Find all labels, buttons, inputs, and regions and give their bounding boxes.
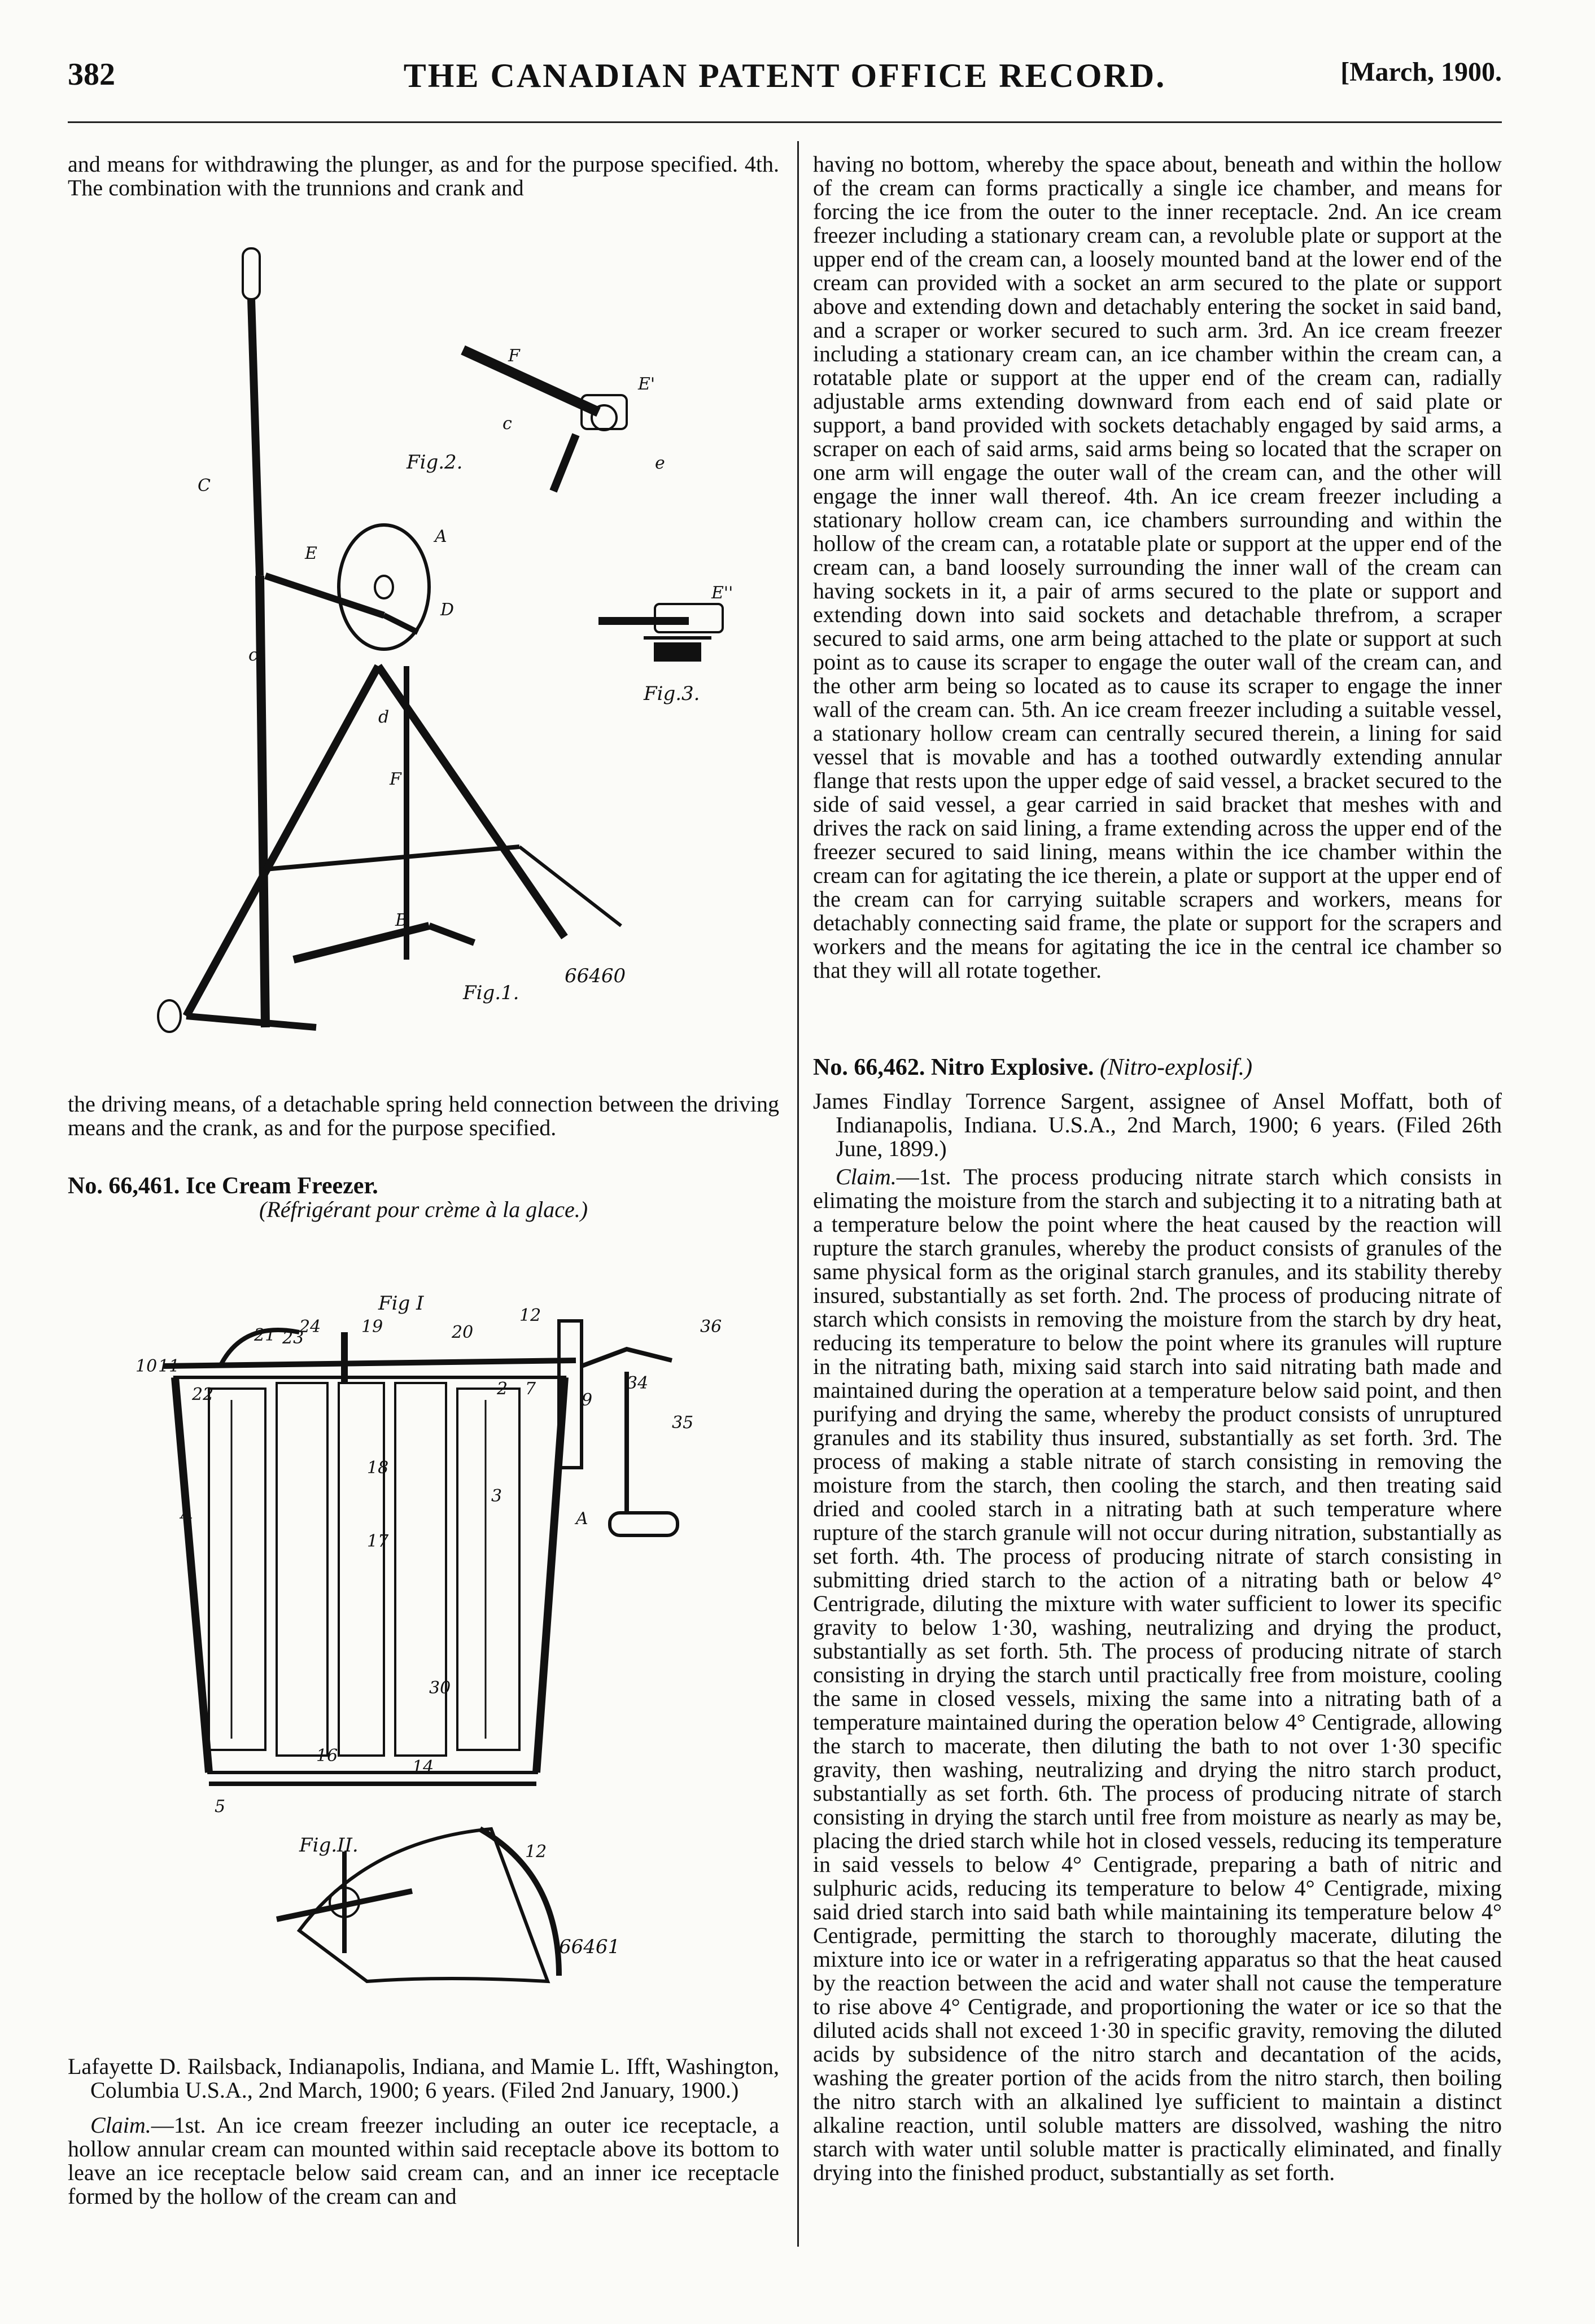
patent-applicants-66462: James Findlay Torrence Sargent, assignee of Ansel Moffatt, both of Indianapolis, Indiana. U.S.A., 2nd March, 1900; 6 years. (Filed 26th June, 1899.) (813, 1088, 1502, 1161)
page-number: 382 (68, 57, 115, 92)
ref-30: 30 (429, 1678, 451, 1698)
patent-66462 (813, 1056, 1502, 2185)
ref-20: 20 (452, 1323, 474, 1342)
ref-24: 24 (299, 1317, 321, 1337)
ref-c: c (502, 414, 512, 434)
ref-D: D (440, 600, 455, 620)
journal-title: THE CANADIAN PATENT OFFICE RECORD. (403, 57, 1166, 94)
ref-7: 7 (525, 1379, 536, 1399)
ref-18: 18 (367, 1458, 389, 1478)
ref-10: 10 (136, 1356, 158, 1376)
patent-66461-heading (68, 1174, 779, 1222)
continued-text-2: the driving means, of a detachable spring held connection between the driving means and the crank, as and for the purpose specified. (68, 1091, 779, 1140)
claim-text: —1st. An ice cream freezer including an outer ice receptacle, a hollow annular cream can mounted within said receptacle above its bottom to leave an ice receptacle below said cream can, and an inner ice receptacle formed by the hollow of the cream can and (68, 2112, 779, 2209)
ref-23: 23 (282, 1328, 304, 1348)
figure-machine-drawing (113, 226, 790, 1050)
ref-E: E (305, 544, 317, 563)
ref-9: 9 (582, 1390, 593, 1410)
patent-claims-66462 (813, 1165, 1502, 2185)
ref-19: 19 (361, 1317, 383, 1337)
ref-fig2-F: F (508, 346, 520, 366)
ref-21: 21 (254, 1325, 276, 1345)
page-header (68, 56, 1502, 102)
patent-heading-66462 (813, 1056, 1502, 1079)
patent-heading (68, 1174, 779, 1198)
ref-d: d (378, 707, 390, 727)
fig1-label: Fig.1. (463, 982, 519, 1004)
claims-text-66462: —1st. The process producing nitrate starch which consists in elimating the moisture from the starch and subjecting it to a nitrating bath at a temperature below the point where the heat caused by the reaction will rupture the starch granules, whereby the product consists of granules of the same physical form as the original starch granules, and its stability thereby insured, substantially as set forth. 2nd. The process of producing nitrate of starch which consists in removing the moisture from the starch by dry heat, reducing its temperature to below the point where its granules will rupture in the nitrating bath, mixing said starch into said nitrating bath made and maintained during the operation at a temperature below said point, and then purifying and drying the same, whereby the product consists of unruptured granules and its stability thus insured, substantially as set forth. 3rd. The process of making a stable nitrate of starch consisting in removing the moisture from the starch, then cooling the starch, and then treating said dried and cooled starch in a nitrating bath at such temperature where rupture of the starch granule will not occur during nitration, substantially as set forth. 4th. The process of producing nitrate of starch consisting in submitting dried starch to the action of a nitrating bath or below 4° Centrigrade, diluting the mixture with water sufficient to lower its specific gravity to below 1·30, washing, neutralizing and drying the product, substantially as set forth. 5th. The process of producing nitrate of starch consisting in drying the starch until practically free from moisture, cooling the same in closed vessels, mixing the same into a nitrating bath of a temperature maintained during the operation below 4° Centigrade, allowing the starch to macerate, then diluting the bath to not over 1·30 specific gravity, then washing, neutralizing and drying the nitro starch product, substantially as set forth. 6th. The process of producing nitrate of starch consisting in drying the starch until free from moisture as nearly as may be, placing the dried starch while hot in closed vessels, reducing its temperature in said vessels to below 4° Centigrade, preparing a bath of nitric and sulphuric acids, reducing its temperature to below 4° Centigrade, mixing said dried starch into said bath while maintaining its temperature below 4° Centigrade, permitting the starch to thoroughly macerate, diluting the mixture into ice or water in a refrigerating apparatus so that the heat caused by the reaction between the acid and water shall not cause the temperature to rise above 4° Centigrade, and proportioning the water or ice so that the diluted acids shall not exceed 1·30 in specific gravity, removing the diluted acids by subsidence of the nitro starch and decantation of the acids, washing the greater portion of the acids from the nitro starch, then boiling the nitro starch with an alkalined lye sufficient to maintain a distinct alkaline reaction, until soluble matters are dissolved, washing the nitro starch with water until soluble matter is practically eliminated, and finally drying into the finished product, substantially as set forth. (813, 1164, 1502, 2185)
ref-1: 1 (542, 1622, 553, 1642)
patent-title: Ice Cream Freezer. (185, 1173, 378, 1199)
ref-11: 11 (158, 1356, 180, 1376)
patent-claim (68, 2113, 779, 2208)
ref-B: B (395, 911, 408, 930)
ref-A: A (435, 527, 447, 546)
ref-F: F (390, 769, 401, 789)
handle-knob (243, 248, 260, 299)
fig-number: 66461 (559, 1936, 620, 1958)
fig-II-label: Fig.II. (299, 1834, 359, 1857)
ref-C: C (198, 476, 211, 496)
ref-E-double-prime: E'' (711, 583, 733, 603)
fig2-label: Fig.2. (407, 451, 463, 474)
ref-36: 36 (700, 1317, 722, 1337)
patent-french-title: (Réfrigérant pour crème à la glace.) (259, 1197, 588, 1222)
patent-number-66462: No. 66,462. (813, 1054, 925, 1080)
ref-35: 35 (672, 1413, 694, 1433)
right-column-claims (813, 152, 1502, 982)
claim-label: Claim. (90, 2112, 151, 2138)
ref-c-prime: c' (248, 645, 263, 665)
ref-A-left: A (181, 1503, 193, 1523)
header-rule (68, 121, 1502, 123)
figure-ice-cream-freezer (130, 1287, 740, 2010)
fig-I-label: Fig I (378, 1292, 424, 1315)
issue-date: [March, 1900. (1340, 57, 1502, 87)
claim-label-66462: Claim. (836, 1164, 897, 1189)
ref-16: 16 (316, 1746, 338, 1766)
ref-12-b: 12 (525, 1842, 547, 1862)
continued-text: and means for withdrawing the plunger, as and for the purpose specified. 4th. The combination with the trunnions and crank and (68, 151, 779, 200)
ref-e: e (655, 453, 665, 473)
fig1-number: 66460 (565, 965, 626, 987)
ref-34: 34 (627, 1373, 649, 1393)
ref-2: 2 (497, 1379, 508, 1399)
patent-applicants: Lafayette D. Railsback, Indianapolis, Indiana, and Mamie L. Ifft, Washington, Columbia U.S.A., 2nd March, 1900; 6 years. (Filed 2nd January, 1900.) (68, 2054, 779, 2103)
column-divider (797, 141, 799, 2247)
ref-5: 5 (215, 1797, 226, 1817)
patent-french-title-66462: (Nitro-explosif.) (1099, 1054, 1253, 1080)
left-column-top-text (68, 152, 779, 200)
ref-22: 22 (192, 1385, 214, 1404)
ref-17: 17 (367, 1531, 389, 1551)
continued-claims: having no bottom, whereby the space about, beneath and within the hollow of the cream can forms practically a single ice chamber, and means for forcing the ice from the outer to the inner receptacle. 2nd. An ice cream freezer including a stationary cream can, a revoluble plate or support at the upper end of the cream can, a loosely mounted band at the lower end of the cream can provided with a socket an arm secured to the plate or support above and extending down and detachably entering the socket in said band, and a scraper or worker secured to such arm. 3rd. An ice cream freezer including a stationary cream can, an ice chamber within the cream can, a rotatable plate or support at the upper end of the cream can, radially adjustable arms extending downward from each end of said plate or support, a band provided with sockets detachably engaged by said arms, a scraper on each of said arms, said arms being so located that the scraper on one arm will engage the outer wall of the cream can, and the other will engage the inner wall thereof. 4th. An ice cream freezer including a stationary hollow cream can, ice chambers surrounding and within the hollow of the cream can, a rotatable plate or support at the upper end of the cream can, a band loosely surrounding the inner wall of the cream can having sockets in it, a pair of arms secured to the plate or support and extending down into said sockets and detachable threfrom, a scraper secured to said arms, one arm being attached to the plate or support at such point as to cause its scraper to engage the outer wall of the cream can, and the other arm being so located as to cause its scraper to engage the inner wall of the cream can. 5th. An ice cream freezer including a suitable vessel, a stationary hollow cream can centrally secured therein, a lining for said vessel that is movable and has a toothed outwardly extending annular flange that rests upon the upper edge of said vessel, a bracket secured to the side of said vessel, a gear carried in said bracket that meshes with and drives the rack on said lining, a frame extending across the upper end of the freezer secured to said lining, means within the ice chamber within the cream can for agitating the ice therein, a plate or support at the upper end of the cream can for carrying suitable scrapers and workers, means for detachably connecting said frame, the plate or support for the scrapers and workers and the means for agitating the ice in the central ice chamber so that they will all rotate together. (813, 151, 1502, 983)
fig3-label: Fig.3. (644, 682, 700, 705)
ref-E-prime: E' (638, 374, 656, 394)
ref-3: 3 (491, 1486, 502, 1506)
patent-66461-body (68, 2055, 779, 2208)
ref-A-right: A (576, 1509, 588, 1529)
patent-number: No. 66,461. (68, 1173, 180, 1199)
ref-14: 14 (412, 1757, 434, 1777)
ref-12: 12 (519, 1306, 541, 1325)
left-column-mid-text (68, 1092, 779, 1140)
patent-title-66462: Nitro Explosive. (930, 1054, 1094, 1080)
